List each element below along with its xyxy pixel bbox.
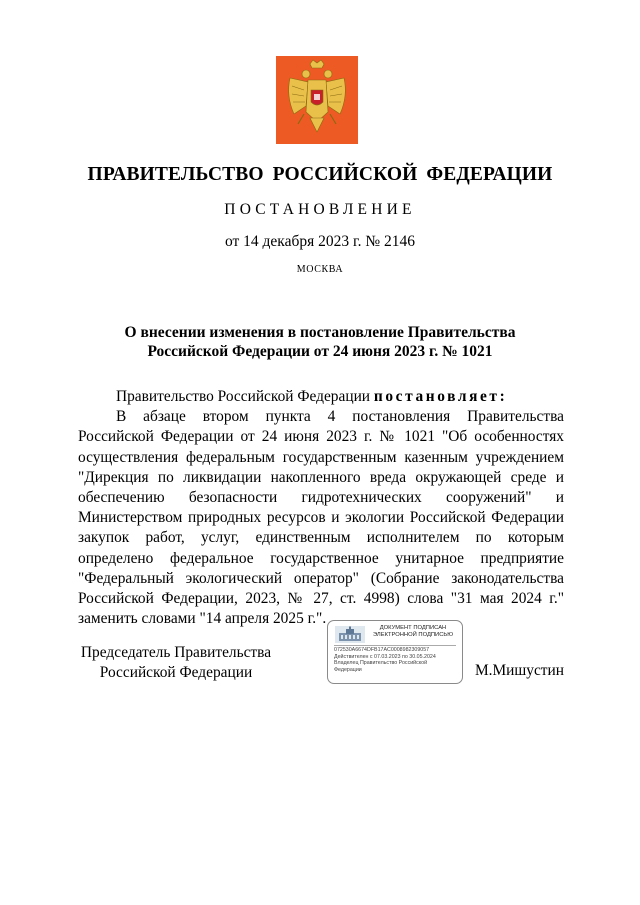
decree-subject — [60, 323, 580, 361]
decree-kind: ПОСТАНОВЛЕНИЕ — [224, 201, 416, 218]
stamp-owner-line-1: Владелец Правительство Российской — [334, 660, 428, 667]
russian-coat-of-arms-icon — [276, 56, 358, 144]
signatory-role-line-1: Председатель Правительства — [80, 644, 272, 661]
decree-city: МОСКВА — [296, 264, 344, 275]
lead-text: Правительство Российской Федерации — [116, 388, 371, 405]
stamp-validity: Действителен с 07.03.2023 по 30.05.2024 — [334, 653, 436, 660]
government-building-icon — [335, 626, 365, 643]
stamp-divider — [334, 645, 456, 646]
signatory-role-line-2: Российской Федерации — [99, 663, 253, 681]
signatory-role — [78, 643, 274, 682]
stamp-details — [334, 647, 460, 673]
decree-body — [78, 387, 564, 629]
signatory-name: М.Мишустин — [474, 662, 564, 679]
decrees-word: постановляет: — [373, 388, 508, 405]
stamp-title — [366, 625, 460, 640]
stamp-title-line-2: ЭЛЕКТРОННОЙ ПОДПИСЬЮ — [372, 632, 454, 639]
stamp-owner-line-2: Федерации — [334, 666, 362, 673]
main-paragraph: В абзаце втором пункта 4 постановления Правительства Российской Федерации от 24 июня 2023 г. № 1021 "Об особенностях осуществления федеральным государственным казенным учреждением "Дирекция по ликвидации накопленного вреда окружающей среде и обеспечению безопасности гидротехнических сооружений" и Министерством природных ресурсов и экологии Российской Федерации закупок работ, услуг, единственным исполнителем по которым определено федеральное государственное унитарное предприятие "Федеральный экологический оператор" (Собрание законодательства Российской Федерации, 2023, № 27, ст. 4998) слова "31 мая 2024 г." заменить словами "14 апреля 2025 г.". — [78, 408, 564, 628]
stamp-serial: 072530A6674DFB17AC0008982309057 — [334, 647, 430, 653]
electronic-signature-stamp — [327, 620, 463, 684]
stamp-title-line-1: ДОКУМЕНТ ПОДПИСАН — [379, 625, 447, 631]
decree-date-number: от 14 декабря 2023 г. № 2146 — [224, 233, 416, 250]
government-title: ПРАВИТЕЛЬСТВО РОССИЙСКОЙ ФЕДЕРАЦИИ — [87, 164, 553, 185]
subject-line-2: Российской Федерации от 24 июня 2023 г. № 1021 — [147, 343, 493, 360]
subject-line-1: О внесении изменения в постановление Правительства — [124, 324, 516, 341]
lead-paragraph — [78, 387, 564, 407]
